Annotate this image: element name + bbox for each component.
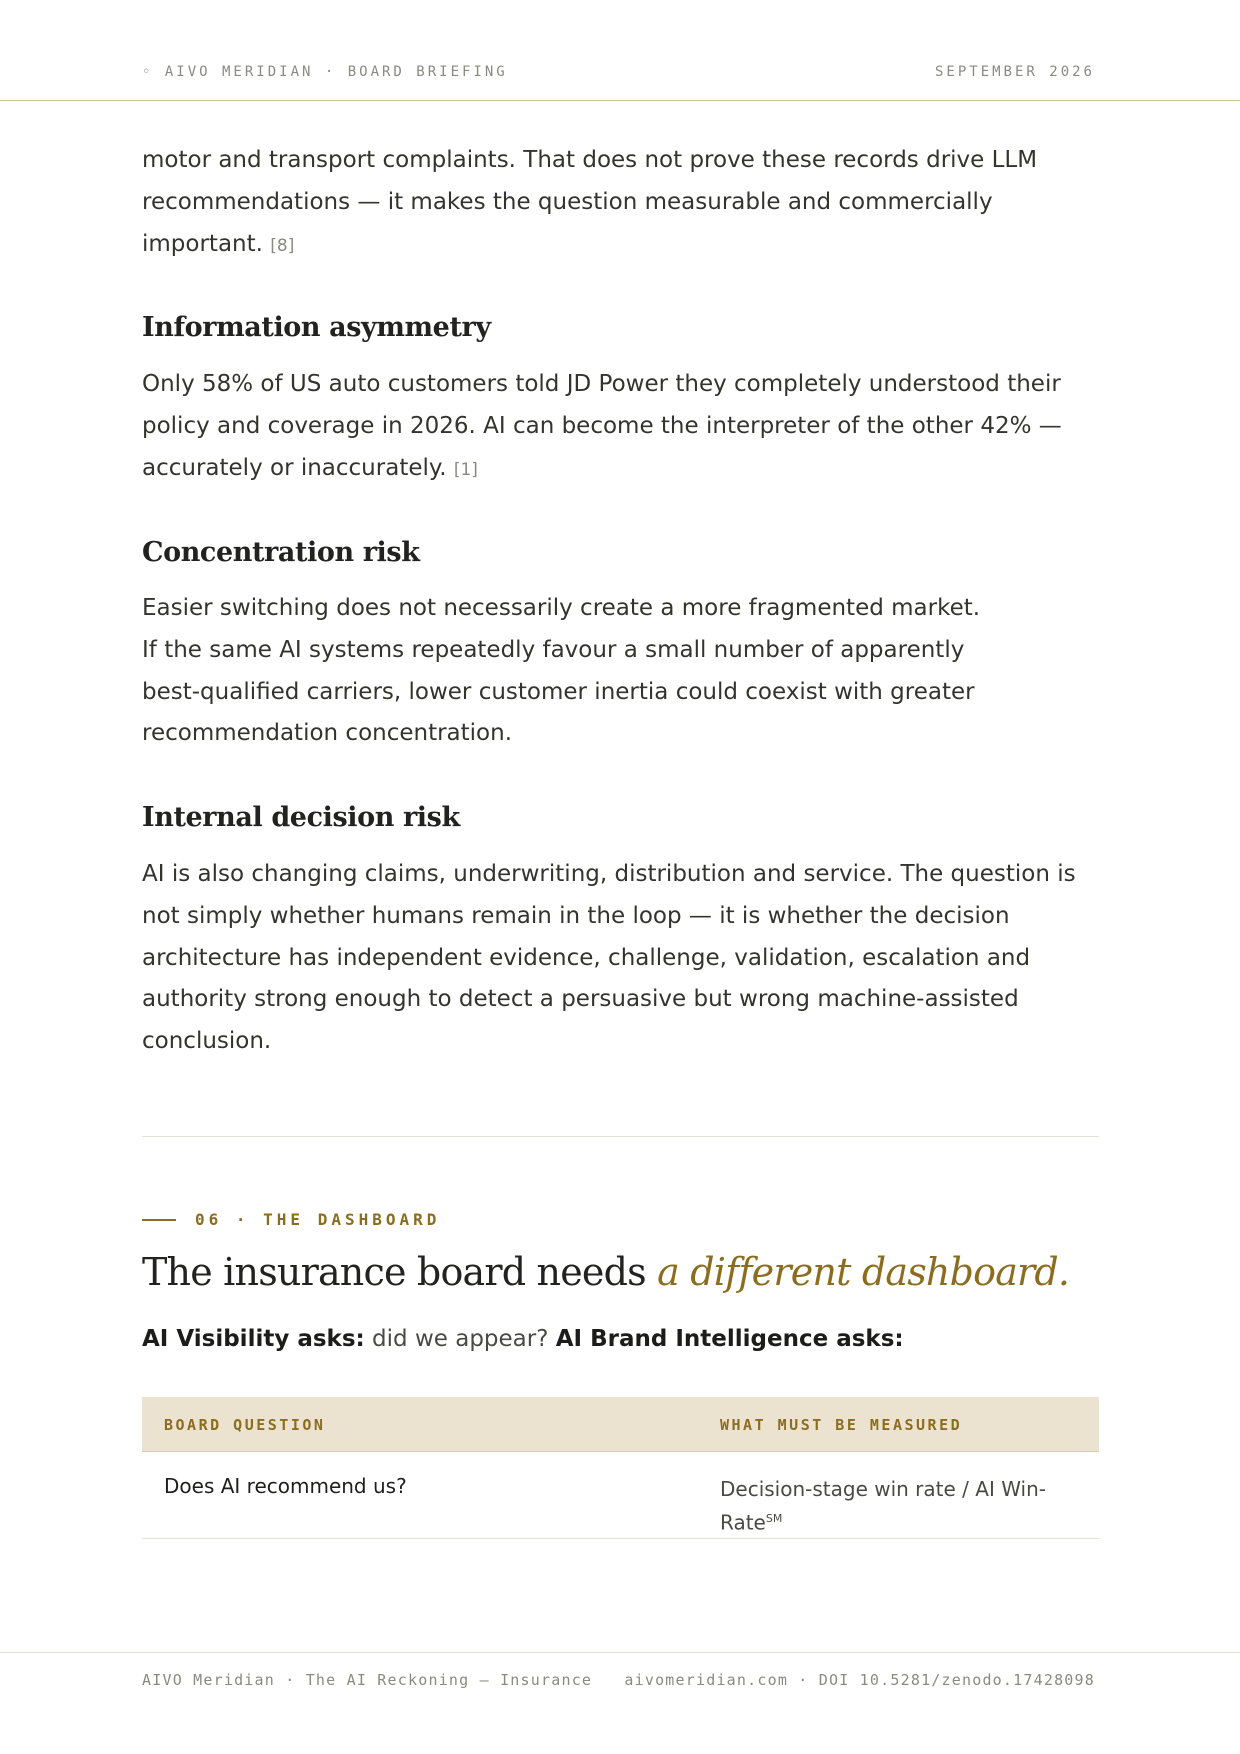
section-paragraph: AI is also changing claims, underwriting, distribution and service. The question is not simply whether humans remain in the loop — it is whether the decision architecture has independent evidence, challenge, validation, escalation and authority strong enough to detect a persuasive but wrong machine-assisted conclusion. bbox=[142, 861, 1076, 1055]
section-divider bbox=[142, 1136, 1099, 1137]
citation-8[interactable]: [8] bbox=[270, 235, 295, 256]
column-header-what-must-be-measured: WHAT MUST BE MEASURED bbox=[720, 1416, 963, 1434]
table-header bbox=[142, 1397, 1099, 1452]
lead-text-visibility: did we appear? bbox=[364, 1326, 556, 1352]
dashboard-table bbox=[142, 1397, 1099, 1539]
kicker-label: 06 · THE DASHBOARD bbox=[195, 1210, 441, 1229]
section-information-asymmetry bbox=[142, 312, 1102, 343]
page-footer bbox=[0, 1652, 1240, 1689]
dashboard-title bbox=[142, 1250, 1069, 1294]
section-internal-decision-risk bbox=[142, 802, 1102, 833]
section-kicker bbox=[142, 1210, 440, 1229]
page-header bbox=[0, 0, 1240, 101]
section-concentration-risk bbox=[142, 537, 1102, 568]
cell-board-question: Does AI recommend us? bbox=[164, 1474, 407, 1498]
intro-paragraph-block bbox=[142, 140, 1102, 267]
measure-text: Decision-stage win rate / AI Win-Rate bbox=[720, 1477, 1046, 1535]
section-heading: Concentration risk bbox=[142, 537, 420, 568]
section-text: Only 58% of US auto customers told JD Power they completely understood their policy and coverage in 2026. AI can become the interpreter of the other 42% — accurately or inaccurately. bbox=[142, 371, 1062, 481]
footer-left: AIVO Meridian · The AI Reckoning — Insurance bbox=[142, 1671, 593, 1689]
section-paragraph bbox=[142, 364, 1102, 491]
section-internal-decision-risk-body bbox=[142, 854, 1092, 1063]
section-information-asymmetry-body bbox=[142, 364, 1102, 491]
table-row bbox=[142, 1452, 1099, 1539]
header-date: SEPTEMBER 2026 bbox=[934, 64, 1095, 80]
lead-label-visibility: AI Visibility asks: bbox=[142, 1326, 365, 1352]
kicker-line bbox=[142, 1219, 176, 1221]
section-concentration-risk-body bbox=[142, 588, 1002, 755]
dashboard-title-accent: a different dashboard. bbox=[657, 1250, 1070, 1294]
intro-text: motor and transport complaints. That does not prove these records drive LLM recommendations — it makes the question measurable and commercially important. bbox=[142, 147, 1038, 257]
cell-what-must-be-measured bbox=[720, 1474, 1060, 1538]
section-paragraph: Easier switching does not necessarily create a more fragmented market. If the same AI systems repeatedly favour a small number of apparently best-qualified carriers, lower customer inertia could coexist with greater recommendation concentration. bbox=[142, 595, 981, 747]
service-mark: SM bbox=[765, 1512, 783, 1525]
column-header-board-question: BOARD QUESTION bbox=[164, 1416, 326, 1434]
lead-label-brand-intelligence: AI Brand Intelligence asks: bbox=[555, 1326, 904, 1352]
citation-1[interactable]: [1] bbox=[453, 459, 478, 480]
dashboard-lead bbox=[142, 1326, 904, 1352]
section-heading: Internal decision risk bbox=[142, 802, 460, 833]
footer-right: aivomeridian.com · DOI 10.5281/zenodo.17428098 bbox=[624, 1671, 1095, 1689]
section-heading: Information asymmetry bbox=[142, 312, 491, 343]
header-brand: ◦ AIVO MERIDIAN · BOARD BRIEFING bbox=[142, 64, 508, 80]
intro-paragraph bbox=[142, 140, 1102, 267]
dashboard-title-plain: The insurance board needs bbox=[142, 1250, 658, 1294]
